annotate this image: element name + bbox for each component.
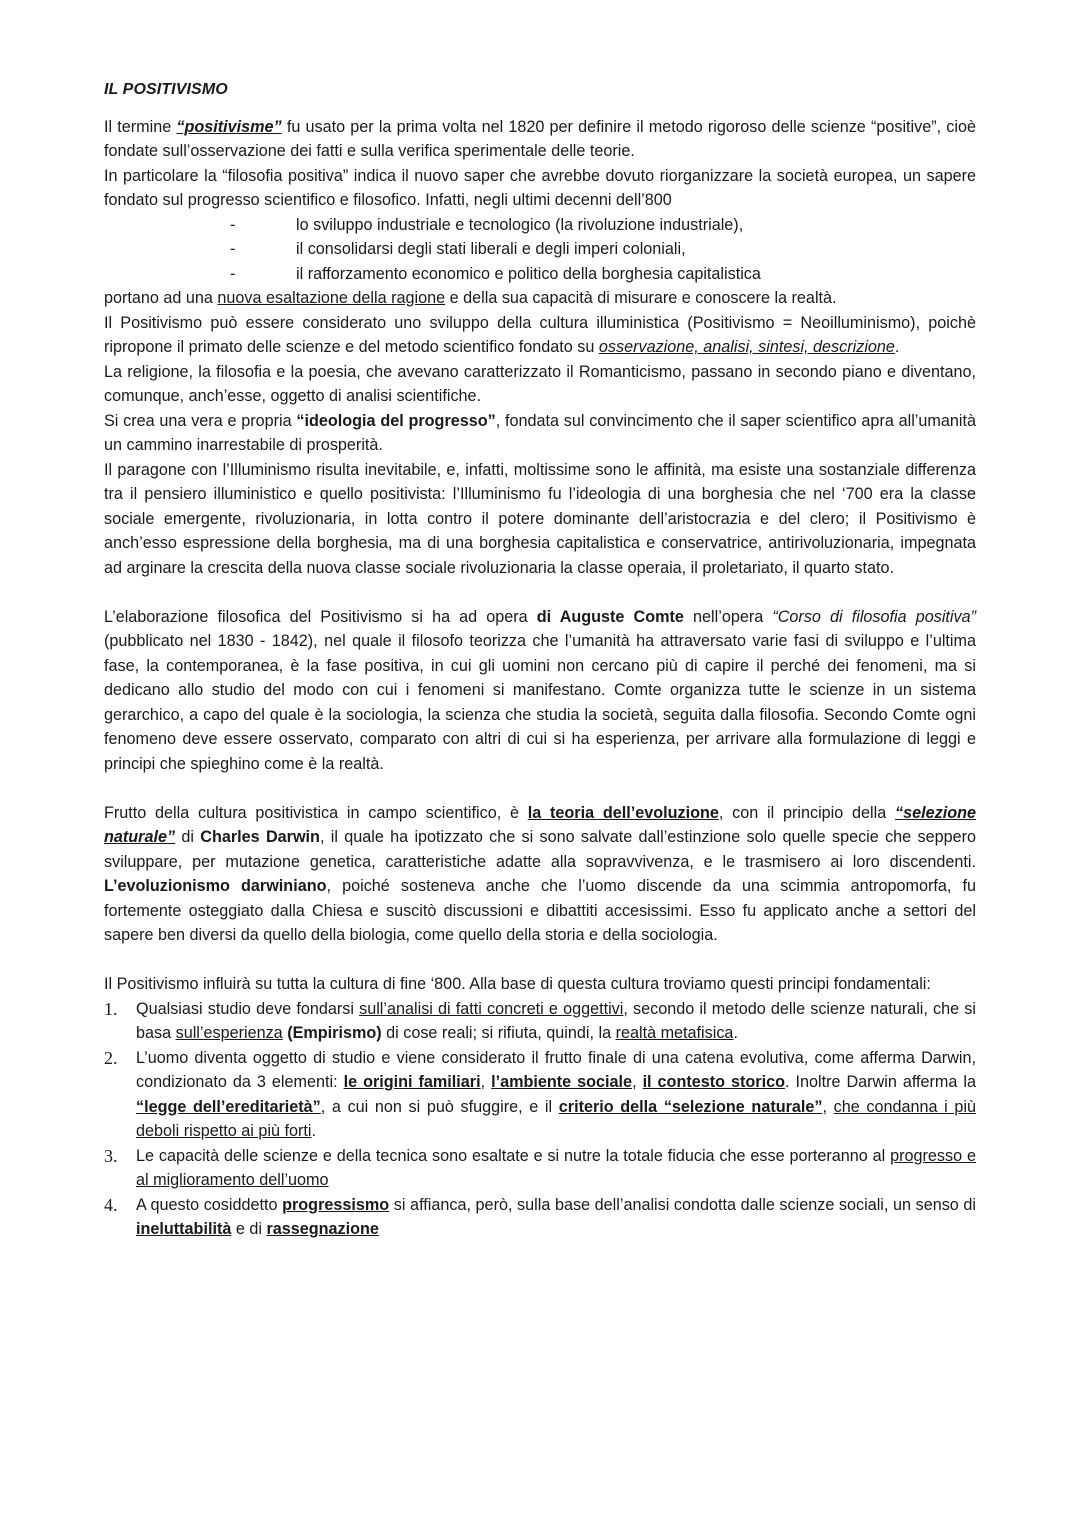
intro-paragraph-3	[104, 286, 976, 311]
intro-paragraph-1	[104, 115, 976, 164]
text-span: . Inoltre Darwin afferma la	[784, 1073, 977, 1091]
bold-phrase: “ideologia del progresso”	[296, 411, 496, 430]
list-item-text: il rafforzamento economico e politico della borghesia capitalistica	[296, 264, 761, 283]
text-span: ,	[632, 1073, 643, 1091]
intro-paragraph-6	[104, 409, 976, 458]
text-span: , secondo il metodo delle scienze naturali, che si basa	[136, 999, 976, 1042]
text-span: di cose reali; si rifiuta, quindi, la	[381, 1024, 616, 1042]
section-influence	[104, 972, 976, 1242]
text-span: .	[894, 338, 900, 356]
underlined-phrase: nuova esaltazione della ragione	[217, 289, 446, 307]
list-item-text: il consolidarsi degli stati liberali e degli imperi coloniali,	[296, 240, 686, 258]
bold-phrase: di Auguste Comte	[536, 607, 684, 626]
text-span: .	[311, 1122, 316, 1140]
text-span: nell’opera	[683, 607, 773, 626]
section-darwin	[104, 801, 976, 948]
bold-underlined-phrase: la teoria dell’evoluzione	[527, 803, 719, 822]
list-item-text: lo sviluppo industriale e tecnologico (la rivoluzione industriale),	[296, 215, 744, 234]
comte-paragraph	[104, 605, 976, 777]
numbered-list	[104, 997, 976, 1242]
bold-underlined-phrase: le origini familiari	[343, 1073, 481, 1091]
text-span: (pubblicato nel 1830 - 1842), nel quale il filosofo teorizza che l’umanità ha attraversato varie fasi di sviluppo e l’ultima fase, la contemporanea, è la fase positiva, in cui gli uomini non cercano più di capire il perché dei fenomeni, ma si dedicano allo studio del modo con cui i fenomeni si manifestano. Comte organizza tutte le scienze in un sistema gerarchico, a capo del quale è la sociologia, la scienza che studia la società, seguita dalla filosofia. Secondo Comte ogni fenomeno deve essere osservato, comparato con altri di cui si ha esperienza, per arrivare alla formulazione di leggi e principi che spieghino come è la realtà.	[104, 632, 976, 773]
bold-phrase: L’evoluzionismo darwiniano	[104, 877, 327, 895]
text-span: Il termine	[104, 117, 177, 136]
text-span: , fondata sul convincimento che il saper scientifico apra all’umanità un cammino inarrestabile di prosperità.	[104, 411, 976, 454]
dash-marker: -	[230, 215, 236, 234]
text-span: , poiché sosteneva anche che l’uomo discende da una scimmia antropomorfa, fu fortemente osteggiato dalla Chiesa e suscitò discussioni e dibattiti accesissimi. Esso fu applicato anche a settori del sapere ben diversi da quello della biologia, come quello della storia e della sociologia.	[104, 877, 977, 944]
intro-paragraph-5: La religione, la filosofia e la poesia, che avevano caratterizzato il Romanticismo, passano in secondo piano e diventano, comunque, anch’esse, oggetto di analisi scientifiche.	[104, 362, 976, 405]
document-title: IL POSITIVISMO	[104, 81, 228, 98]
intro-paragraph-4	[104, 311, 976, 360]
text-span: L’uomo diventa oggetto di studio e viene considerato il frutto finale di una catena evolutiva, come afferma Darwin, condizionato da 3 elementi:	[136, 1048, 976, 1091]
paragraph-gap	[104, 580, 976, 605]
text-span: Si crea una vera e propria	[104, 411, 297, 430]
bold-underlined-phrase: “legge dell’ereditarietà”	[136, 1097, 321, 1116]
list-number: 4.	[104, 1194, 118, 1215]
text-span: L’elaborazione filosofica del Positivismo si ha ad opera	[104, 607, 537, 626]
dash-list-item	[104, 213, 976, 238]
bold-underlined-phrase: criterio della “selezione naturale”	[558, 1097, 823, 1116]
list-number: 1.	[104, 998, 118, 1019]
dash-marker: -	[230, 264, 236, 283]
list-item	[104, 997, 976, 1046]
text-span: Il Positivismo può essere considerato uno sviluppo della cultura illuministica (Positivismo = Neoilluminismo), poichè ripropone il primato delle scienze e del metodo scientifico fondato su	[104, 313, 976, 356]
intro-paragraph-2: In particolare la “filosofia positiva” indica il nuovo saper che avrebbe dovuto riorganizzare la società europea, un sapere fondato sul progresso scientifico e filosofico. Infatti, negli ultimi decenni dell’800	[104, 166, 976, 209]
intro-paragraph-7: Il paragone con l’Illuminismo risulta inevitabile, e, infatti, moltissime sono le affinità, ma esiste una sostanziale differenza tra il pensiero illuministico e quello positivista: l’Illuminismo fu l’ideologia di una borghesia che nel ‘700 era la classe sociale emergente, rivoluzionaria, in lotta contro il potere dominante dell’aristocrazia e del clero; il Positivismo è anch’esso espressione della borghesia, ma di una borghesia capitalistica e conservatrice, antirivoluzionaria, impegnata ad arginare la crescita della nuova classe sociale rivoluzionaria la classe operaia, il proletariato, il quarto stato.	[104, 460, 976, 577]
underlined-phrase: realtà metafisica	[615, 1024, 734, 1042]
dash-list	[104, 213, 976, 287]
text-span: , a cui non si può sfuggire, e il	[320, 1097, 559, 1116]
bold-underlined-phrase: ineluttabilità	[136, 1220, 232, 1238]
text-span: di	[175, 828, 201, 846]
list-item	[104, 1193, 976, 1242]
underlined-phrase: sull’analisi di fatti concreti e oggettivi	[359, 999, 624, 1018]
dash-marker: -	[230, 240, 236, 258]
text-span: Le capacità delle scienze e della tecnica sono esaltate e si nutre la totale fiducia che esse porteranno al	[136, 1146, 891, 1165]
underlined-phrase: che condanna i più deboli rispetto ai più forti	[136, 1097, 976, 1140]
work-title: “Corso di filosofia positiva”	[772, 607, 976, 626]
section-comte	[104, 605, 976, 777]
text-span: A questo cosiddetto	[136, 1195, 283, 1214]
text-span: ,	[480, 1073, 492, 1091]
text-span: Qualsiasi studio deve fondarsi	[136, 999, 360, 1018]
text-span: e di	[231, 1220, 267, 1238]
list-number: 2.	[104, 1047, 118, 1068]
bold-underlined-phrase: il contesto storico	[642, 1073, 785, 1091]
text-span: , il quale ha ipotizzato che si sono salvate dall’estinzione solo quelle specie che seppero sviluppare, per mutazione genetica, caratteristiche adatte alla sopravvivenza, e le trasmisero ai loro discendenti.	[104, 828, 976, 871]
underlined-phrase: progresso e al miglioramento dell’uomo	[136, 1146, 976, 1189]
text-span: si affianca, però, sulla base dell’analisi condotta dalle scienze sociali, un senso di	[389, 1195, 976, 1214]
underlined-phrase: osservazione, analisi, sintesi, descrizione	[598, 338, 895, 356]
dash-list-item	[104, 237, 976, 262]
bold-underlined-phrase: “selezione naturale”	[104, 803, 976, 846]
bold-underlined-phrase: rassegnazione	[266, 1220, 379, 1238]
text-span: portano ad una	[104, 289, 218, 307]
text-span: Frutto della cultura positivistica in campo scientifico, è	[104, 803, 528, 822]
text-span: , con il principio della	[718, 803, 896, 822]
text-span: fu usato per la prima volta nel 1820 per definire il metodo rigoroso delle scienze “positive”, cioè fondate sull’osservazione dei fatti e sulla verifica sperimentale delle teorie.	[104, 117, 976, 160]
term-positivisme: “positivisme”	[176, 117, 282, 136]
bold-underlined-phrase: progressismo	[282, 1195, 390, 1214]
bold-phrase: (Empirismo)	[287, 1024, 382, 1042]
influence-intro: Il Positivismo influirà su tutta la cultura di fine ‘800. Alla base di questa cultura troviamo questi principi fondamentali:	[104, 975, 931, 993]
dash-list-item	[104, 262, 976, 287]
list-item	[104, 1046, 976, 1144]
paragraph-gap	[104, 948, 976, 973]
section-intro	[104, 115, 976, 581]
text-span: ,	[822, 1097, 834, 1116]
bold-phrase: Charles Darwin	[200, 828, 320, 846]
darwin-paragraph	[104, 801, 976, 948]
text-span: .	[733, 1024, 738, 1042]
list-number: 3.	[104, 1145, 118, 1166]
paragraph-gap	[104, 776, 976, 801]
underlined-phrase: sull’esperienza	[175, 1024, 283, 1042]
bold-underlined-phrase: l’ambiente sociale	[491, 1073, 633, 1091]
text-span: e della sua capacità di misurare e conoscere la realtà.	[445, 289, 837, 307]
list-item	[104, 1144, 976, 1193]
